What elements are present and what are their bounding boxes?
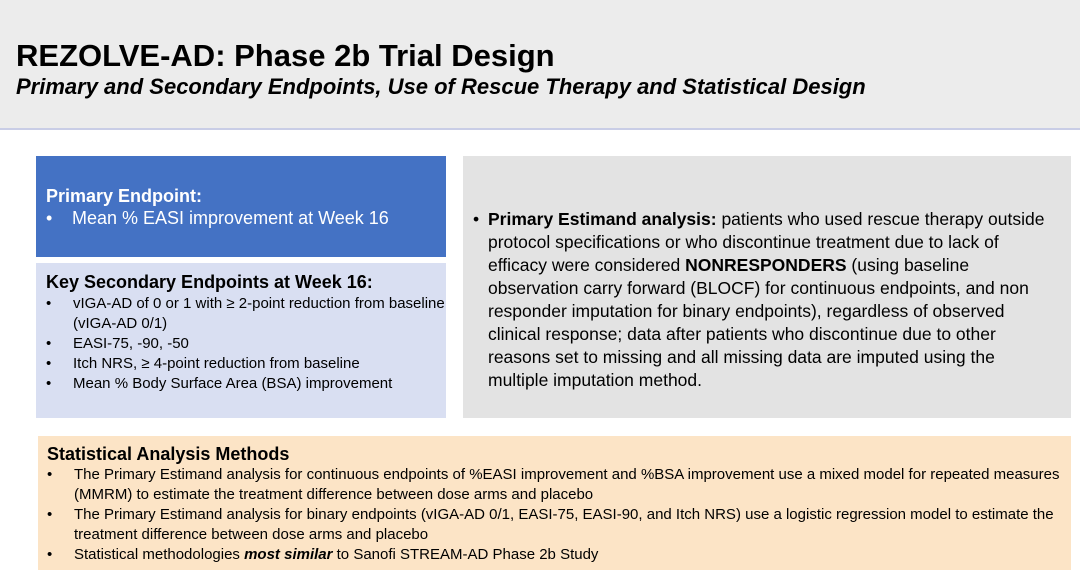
list-item: • EASI-75, -90, -50 [46, 334, 446, 354]
list-item: • Mean % Body Surface Area (BSA) improvement [46, 374, 446, 394]
primary-estimand-box [463, 156, 1071, 418]
statistical-methods-heading: Statistical Analysis Methods [47, 444, 290, 464]
secondary-endpoints-list [46, 294, 446, 394]
statistical-methods-box [38, 436, 1071, 570]
list-item: • Itch NRS, ≥ 4-point reduction from baseline [46, 354, 446, 374]
list-item: • Mean % EASI improvement at Week 16 [46, 207, 446, 229]
stats-item-3-post: to Sanofi STREAM-AD Phase 2b Study [332, 546, 599, 563]
primary-endpoint-heading: Primary Endpoint: [46, 186, 203, 206]
stats-item-3-emphasis: most similar [244, 546, 333, 563]
list-item: • The Primary Estimand analysis for continuous endpoints of %EASI improvement and %BSA improvement use a mixed model for repeated measures (MMRM) to estimate the treatment difference between dose arms and placebo [47, 465, 1071, 505]
secondary-endpoints-heading: Key Secondary Endpoints at Week 16: [46, 272, 373, 292]
estimand-text-1: patients who used rescue therapy outside protocol specifications or who discontinue treatment due to lack of efficacy were considered [488, 209, 1045, 275]
estimand-lead: Primary Estimand analysis: [488, 209, 717, 229]
primary-endpoint-list [46, 207, 446, 229]
slide-header [0, 0, 1080, 130]
stats-item-3-pre: Statistical methodologies [74, 546, 245, 563]
estimand-emphasis: NONRESPONDERS [685, 255, 847, 275]
secondary-endpoints-box [36, 263, 446, 418]
primary-endpoint-box [36, 156, 446, 257]
list-item [47, 545, 1071, 565]
statistical-methods-list [47, 465, 1071, 565]
estimand-paragraph [473, 208, 1057, 392]
list-item: • vIGA-AD of 0 or 1 with ≥ 2-point reduction from baseline (vIGA-AD 0/1) [46, 294, 446, 334]
estimand-text-2: (using baseline observation carry forward (BLOCF) for continuous endpoints, and non responder imputation for binary endpoints), regardless of observed clinical response; data after patients who discontinue due to other reasons set to missing and all missing data are imputed using the multiple imputation method. [488, 255, 1029, 390]
list-item: • The Primary Estimand analysis for binary endpoints (vIGA-AD 0/1, EASI-75, EASI-90, and Itch NRS) use a logistic regression model to estimate the treatment difference between dose arms and placebo [47, 505, 1071, 545]
slide-title: REZOLVE-AD: Phase 2b Trial Design [16, 38, 555, 73]
slide-subtitle: Primary and Secondary Endpoints, Use of Rescue Therapy and Statistical Design [16, 74, 866, 99]
